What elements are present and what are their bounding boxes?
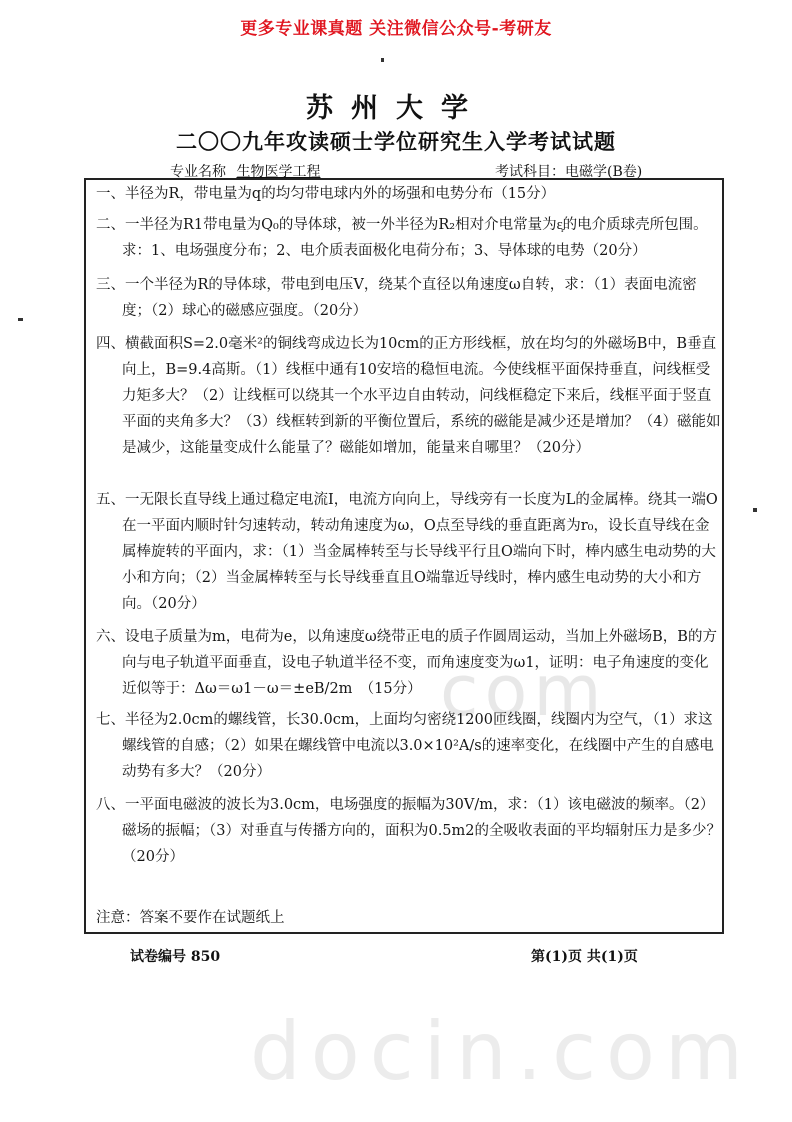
paper-number: 试卷编号 850 [130,949,221,965]
watermark-bottom: docin.com [250,1005,753,1098]
major-label: 专业名称 [170,164,226,180]
question-7: 七、半径为2.0cm的螺线管，长30.0cm，上面均匀密绕1200匝线圈，线圈内为空气，（1）求这螺线管的自感；（2）如果在螺线管中电流以3.0×10²A/s的速率变化，在线圈中产生的自感电动势有多大？（20分） [96,712,714,780]
scan-speck [753,508,757,512]
question-5: 五、一无限长直导线上通过稳定电流I，电流方向向上，导线旁有一长度为L的金属棒。绕其一端O在一平面内顺时针匀速转动，转动角速度为ω，O点至导线的垂直距离为r₀，设长直导线在金属棒旋转的平面内，求：（1）当金属棒转至与长导线平行且O端向下时，棒内感生电动势的大小和方向；（2）当金属棒转至与长导线垂直且O端靠近导线时，棒内感生电动势的大小和方向。（20分） [96,492,718,612]
subject-label: 考试科目： [495,164,565,180]
question-6: 六、设电子质量为m，电荷为e，以角速度ω绕带正电的质子作圆周运动，当加上外磁场B，B的方向与电子轨道平面垂直，设电子轨道半径不变，而角速度变为ω1，证明：电子角速度的变化近似等于：Δω＝ω1－ω＝±eB/2m （15分） [96,629,717,697]
scan-speck [381,58,384,62]
watermark: com [440,650,608,732]
scan-speck [18,318,23,321]
top-banner: 更多专业课真题 关注微信公众号-考研友 [240,19,552,39]
question-4: 四、横截面积S=2.0毫米²的铜线弯成边长为10cm的正方形线框，放在均匀的外磁场B中，B垂直向上，B=9.4高斯。（1）线框中通有10安培的稳恒电流。今使线框平面保持垂直，问线框受力矩多大？（2）让线框可以绕其一个水平边自由转动，问线框稳定下来后，线框平面于竖直平面的夹角多大？（3）线框转到新的平衡位置后，系统的磁能是减少还是增加？（4）磁能如是减少，这能量变成什么能量了？磁能如增加，能量来自哪里？（20分） [96,336,721,456]
major-value: 生物医学工程 [236,164,321,180]
question-2: 二、一半径为R1带电量为Q₀的导体球，被一外半径为R₂相对介电常量为ε᷊的电介质球壳所包围。求：1、电场强度分布；2、电介质表面极化电荷分布；3、导体球的电势（20分） [96,217,708,259]
page-info: 第(1)页 共(1)页 [531,949,638,965]
question-3: 三、一个半径为R的导体球，带电到电压V，绕某个直径以角速度ω自转，求：（1）表面电流密度；（2）球心的磁感应强度。（20分） [96,277,697,319]
question-8: 八、一平面电磁波的波长为3.0cm，电场强度的振幅为30V/m，求：（1）该电磁波的频率。（2）磁场的振幅；（3）对垂直与传播方向的，面积为0.5m2的全吸收表面的平均辐射压力是多少？（20分） [96,797,722,865]
subject-value: 电磁学(B卷) [565,164,643,180]
university-name: 苏州大学 [306,93,486,124]
exam-title: 二〇〇九年攻读硕士学位研究生入学考试试题 [176,129,616,154]
question-1: 一、半径为R，带电量为q的均匀带电球内外的场强和电势分布（15分） [96,186,556,202]
exam-note: 注意：答案不要作在试题纸上 [96,910,285,926]
